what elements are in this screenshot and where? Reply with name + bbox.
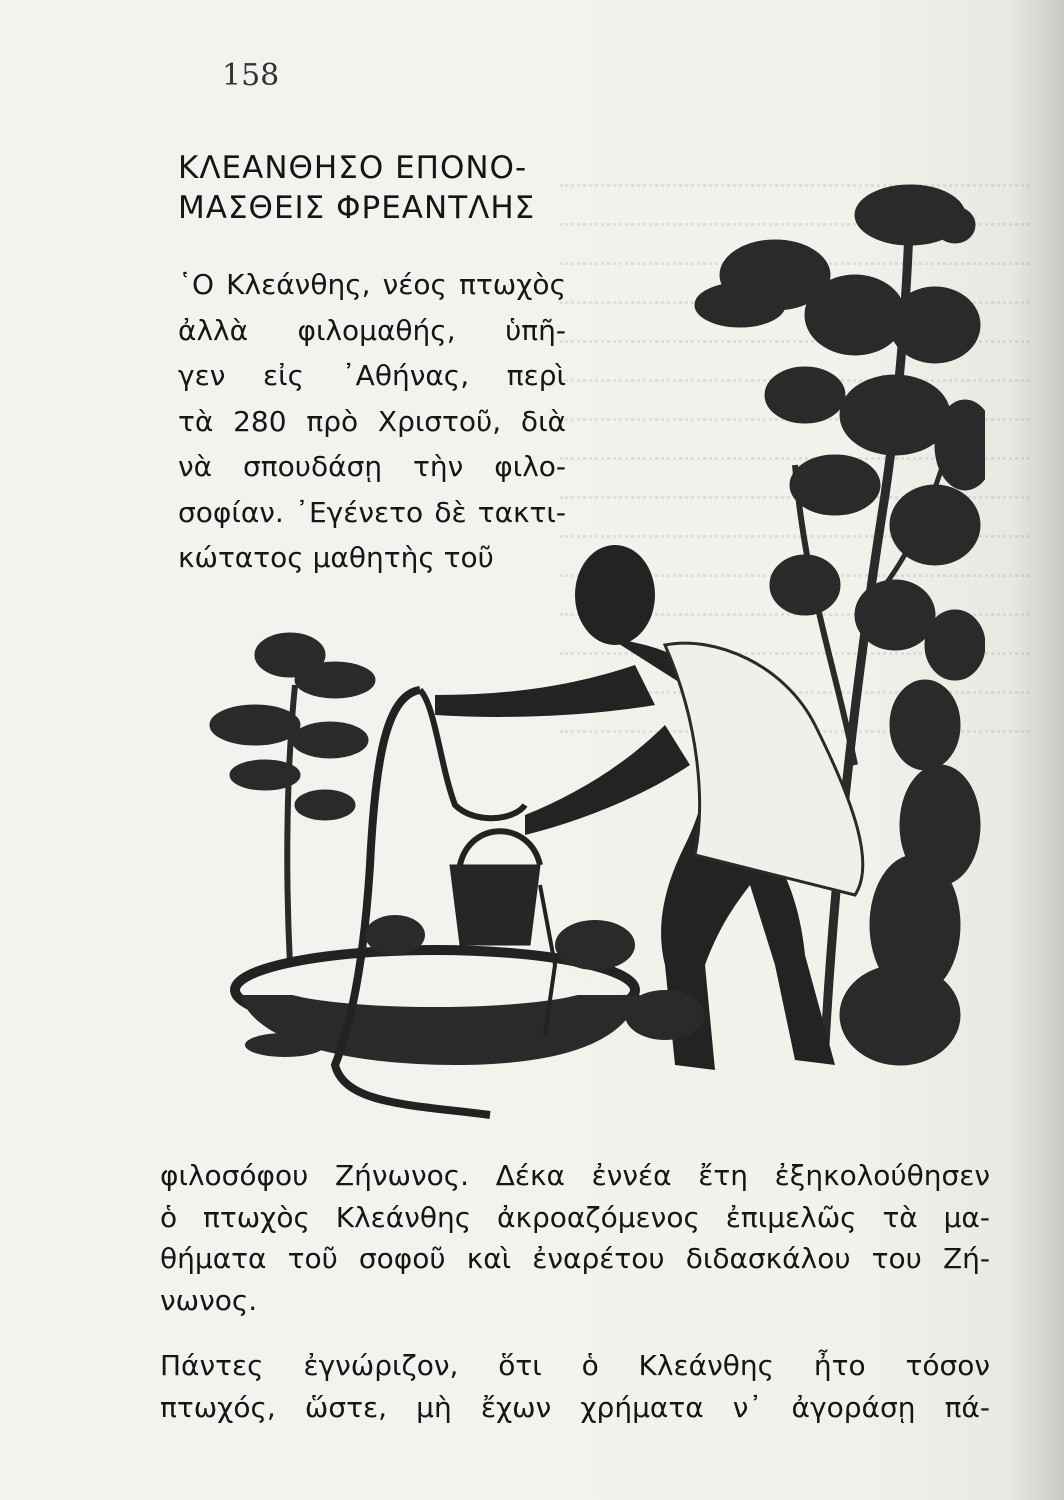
text-line: ἀλλὰ φιλομαθής, ὑπῆ- bbox=[178, 313, 566, 347]
paragraph bbox=[160, 1155, 990, 1321]
text-line: θήματα τοῦ σοφοῦ καὶ ἐναρέτου διδασκάλου του Ζή- bbox=[160, 1242, 990, 1275]
small-tree bbox=[210, 633, 375, 965]
text-line: νὰ σπουδάσῃ τὴν φιλο- bbox=[178, 450, 566, 483]
text-line: ὁ πτωχὸς Κλεάνθης ἀκροαζόμενος ἐπιμελῶς τὰ μα- bbox=[160, 1200, 990, 1234]
text-line: σοφίαν. ᾿Εγένετο δὲ τακτι- bbox=[178, 495, 566, 529]
text-line: Πάντες ἐγνώριζον, ὅτι ὁ Κλεάνθης ἦτο τόσον bbox=[160, 1349, 990, 1382]
page-number: 158 bbox=[222, 58, 280, 93]
text-line: γεν εἰς ᾿Αθήνας, περὶ bbox=[178, 359, 566, 392]
chapter-title-line: ΜΑΣΘΕΙΣ ΦΡΕΑΝΤΛΗΣ bbox=[178, 190, 536, 226]
text-line: τὰ 280 πρὸ Χριστοῦ, διὰ bbox=[178, 404, 566, 438]
text-line: φιλοσόφου Ζήνωνος. Δέκα ἐννέα ἔτη ἐξηκολούθησεν bbox=[160, 1159, 990, 1192]
body-text bbox=[160, 1155, 990, 1428]
text-line: πτωχός, ὥστε, μὴ ἔχων χρήματα ν᾿ ἀγοράσῃ πά- bbox=[160, 1390, 990, 1424]
text-line: κώτατος μαθητὴς τοῦ bbox=[178, 541, 494, 574]
paragraph bbox=[160, 1345, 990, 1428]
text-line: νωνος. bbox=[160, 1283, 258, 1317]
tall-tree bbox=[695, 185, 985, 1065]
chapter-title-line: ΚΛΕΑΝΘΗΣΟ ΕΠΟΝΟ- bbox=[178, 150, 528, 186]
text-line: ῾Ο Κλεάνθης, νέος πτωχὸς bbox=[178, 268, 566, 301]
illustration-well-figure bbox=[195, 165, 985, 1135]
